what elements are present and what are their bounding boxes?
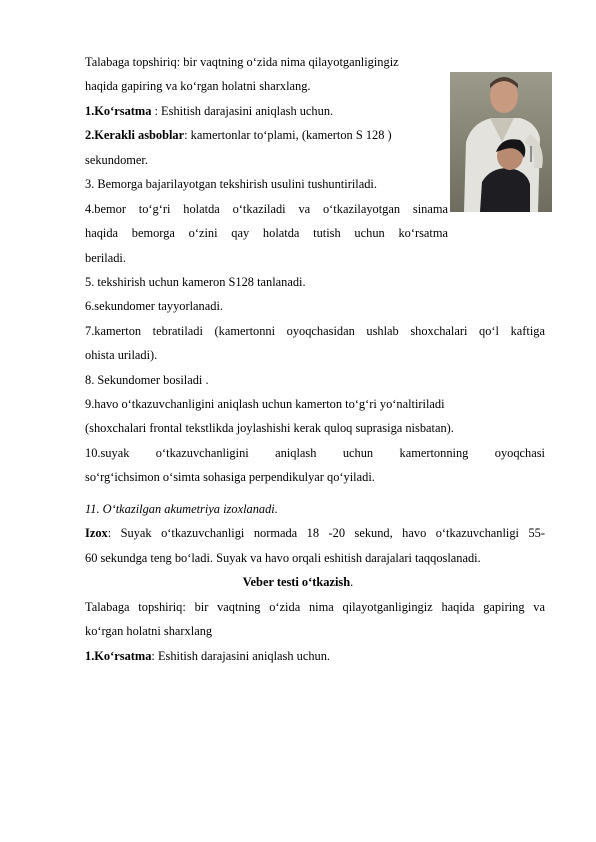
tools-label: 2.Kerakli asboblar xyxy=(85,128,185,142)
doctor-examining-patient-photo xyxy=(450,72,552,212)
step-9-line-2: (shoxchalari frontal tekstlikda joylashishi kerak quloq suprasiga nisbatan). xyxy=(85,421,454,435)
step-7-line-1: 7.kamerton tebratiladi (kamertonni oyoqchasidan ushlab shoxchalari qo‘l kaftiga xyxy=(85,324,545,338)
step-10-line-2: so‘rg‘ichsimon o‘simta sohasiga perpendikulyar qo‘yiladi. xyxy=(85,470,375,484)
note-line-2: 60 sekundga teng bo‘ladi. Suyak va havo orqali eshitish darajalari taqqoslanadi. xyxy=(85,551,481,565)
section-title: Veber testi o‘tkazish. xyxy=(242,575,354,589)
step-9-line-1: 9.havo o‘tkazuvchanligini aniqlash uchun kamerton to‘g‘ri yo‘naltiriladi xyxy=(85,397,445,411)
instruction2-heading xyxy=(85,648,330,664)
tools-line-2: sekundomer. xyxy=(85,153,148,167)
step-11: 11. O‘tkazilgan akumetriya izoxlanadi. xyxy=(85,502,278,516)
step-6: 6.sekundomer tayyorlanadi. xyxy=(85,299,223,313)
step-10-line-1: 10.suyak o‘tkazuvchanligini aniqlash uchun kamertonning oyoqchasi xyxy=(85,446,545,460)
task2-line-2: ko‘rgan holatni sharxlang xyxy=(85,624,213,638)
tools-heading xyxy=(85,127,392,143)
task-line-2: haqida gapiring va ko‘rgan holatni sharxlang. xyxy=(85,79,311,93)
step-7-line-2: ohista uriladi). xyxy=(85,348,158,362)
instruction-label: 1.Ko‘rsatma xyxy=(85,104,152,118)
task-line-1: Talabaga topshiriq: bir vaqtning o‘zida nima qilayotganligingiz xyxy=(85,55,399,69)
instruction-heading xyxy=(85,103,333,119)
step-8: 8. Sekundomer bosiladi . xyxy=(85,373,209,387)
step-4-line-1: 4.bemor to‘g‘ri holatda o‘tkaziladi va o‘tkazilayotgan sinama xyxy=(85,202,448,216)
instruction2-label: 1.Ko‘rsatma xyxy=(85,649,152,663)
instruction-text: : Eshitish darajasini aniqlash uchun. xyxy=(151,104,334,118)
tools-text: : kamertonlar to‘plami, (kamerton S 128 ) xyxy=(184,128,392,142)
task2-line-1: Talabaga topshiriq: bir vaqtning o‘zida nima qilayotganligingiz haqida gapiring va xyxy=(85,600,545,614)
step-3: 3. Bemorga bajarilayotgan tekshirish usulini tushuntiriladi. xyxy=(85,177,377,191)
step-4-line-2: haqida bemorga o‘zini qay holatda tutish uchun ko‘rsatma xyxy=(85,226,448,240)
section-title-text: Veber testi o‘tkazish xyxy=(242,575,351,589)
step-5: 5. tekshirish uchun kameron S128 tanlanadi. xyxy=(85,275,306,289)
step-4-line-3: beriladi. xyxy=(85,251,126,265)
note-label: Izox xyxy=(85,526,108,540)
note-line-1 xyxy=(85,525,545,541)
instruction2-text: : Eshitish darajasini aniqlash uchun. xyxy=(151,649,331,663)
note-text: : Suyak o‘tkazuvchanligi normada 18 -20 sekund, havo o‘tkazuvchanligi 55- xyxy=(107,526,545,540)
